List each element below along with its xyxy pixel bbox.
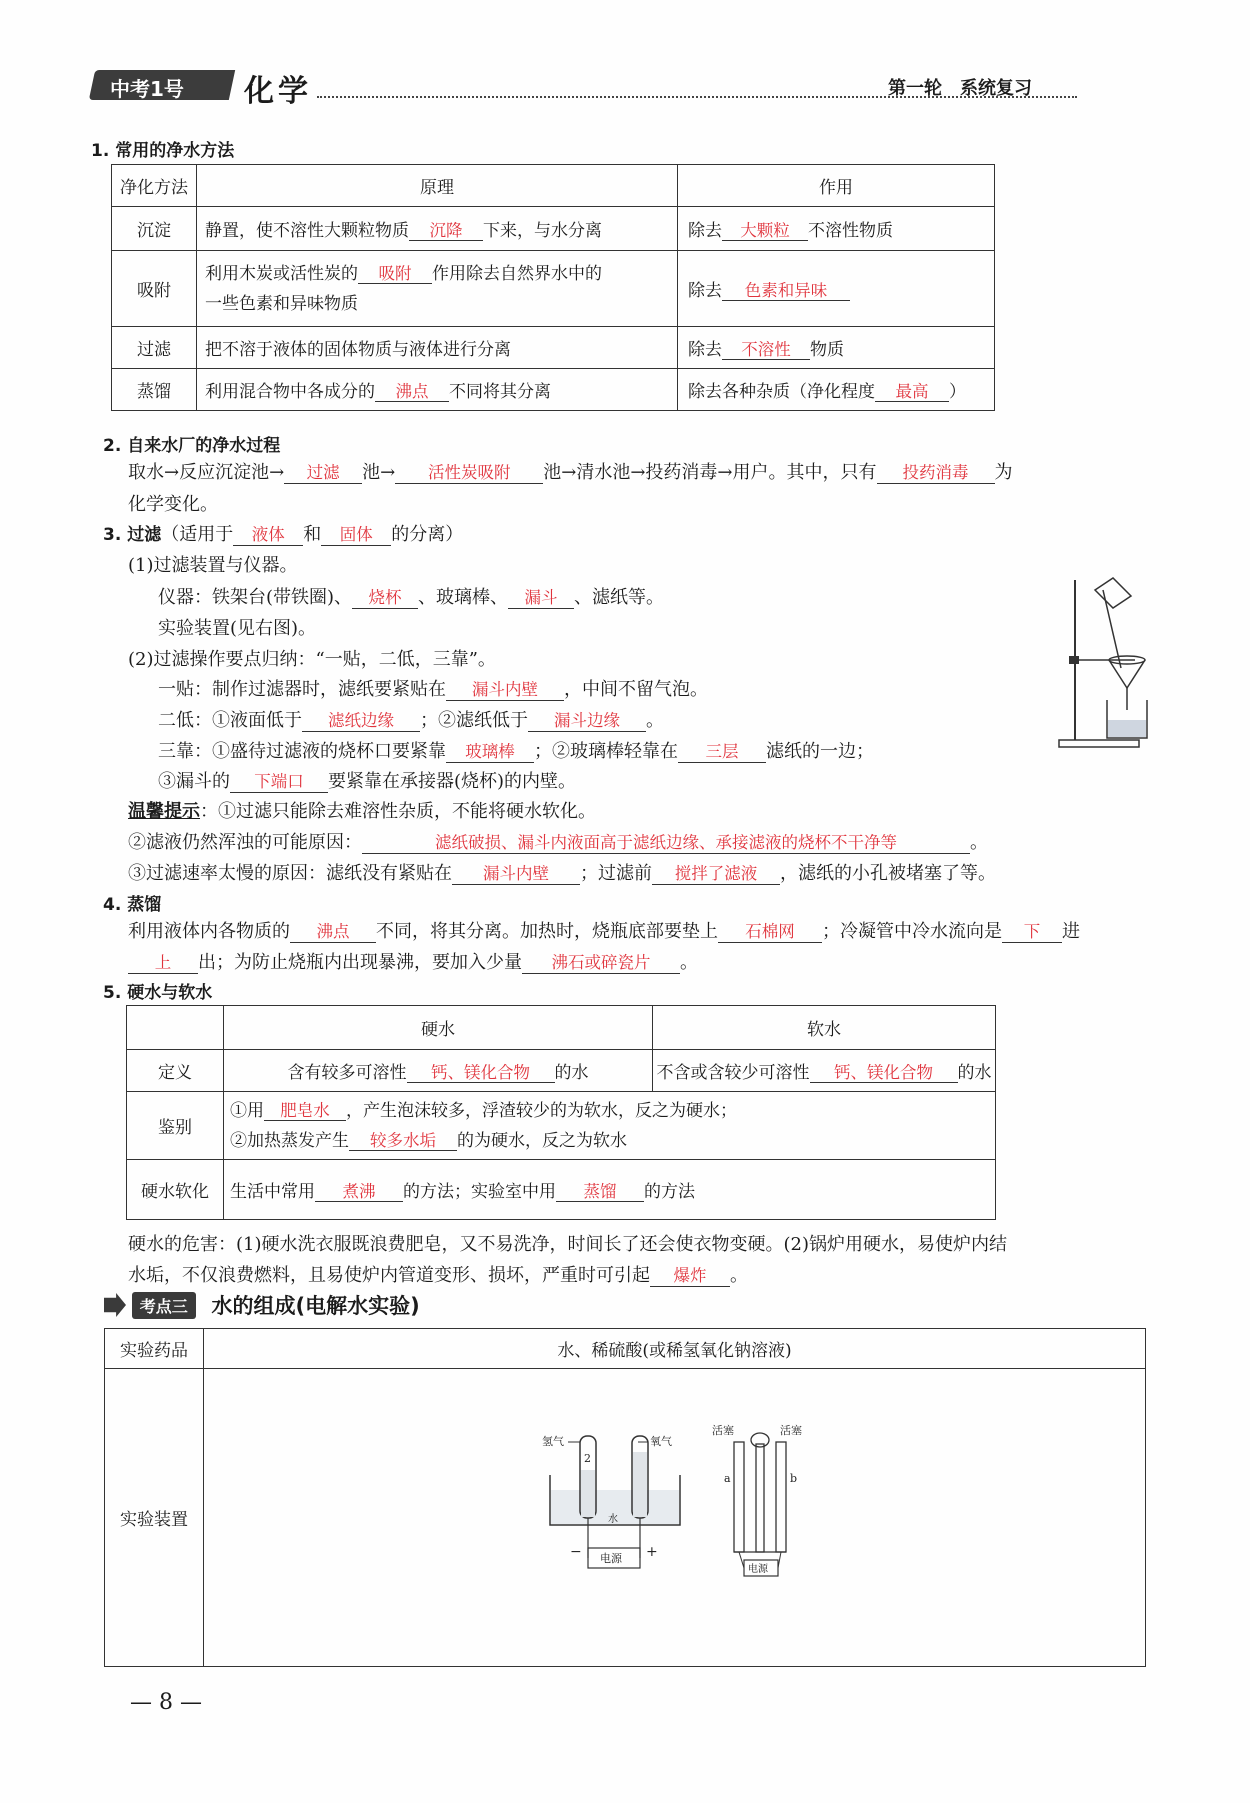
col-soft-water: 软水 [653, 1006, 996, 1050]
answer-blank: 下端口 [230, 773, 328, 793]
effect-cell: 除去各种杂质（净化程度 最高 ） [678, 369, 995, 411]
principle-cell: 利用木炭或活性炭的 吸附 作用除去自然界水中的 一些色素和异味物质 [197, 251, 678, 327]
row-label: 定义 [127, 1050, 224, 1092]
table-row [112, 369, 995, 411]
answer-blank: 最高 [875, 383, 949, 403]
identify-cell: ①用 肥皂水 ，产生泡沫较多，浮渣较少的为软水，反之为硬水； ②加热蒸发产生 较多水垢 的为硬水，反之为软水 [224, 1092, 996, 1160]
table-row [112, 327, 995, 369]
pointer-icon [104, 1293, 126, 1317]
s4-line2: 上 出；为防止烧瓶内出现暴沸，要加入少量 沸石或碎瓷片 。 [128, 948, 698, 974]
answer-blank: 下 [1002, 923, 1062, 943]
knowledge-tag: 考点三 [132, 1292, 196, 1319]
subject-title: 化学 [244, 74, 312, 109]
table-row [127, 1092, 996, 1160]
hoffman-apparatus-figure [712, 1422, 822, 1582]
answer-blank: 玻璃棒 [446, 743, 534, 763]
hard-soft-water-table [126, 1005, 996, 1220]
clamp [1069, 656, 1079, 664]
s3-tip3: ③过滤速率太慢的原因：滤纸没有紧贴在 漏斗内壁 ；过滤前 搅拌了滤液 ，滤纸的小孔被堵塞了等。 [128, 863, 996, 884]
plus-label: + [646, 1544, 658, 1560]
method-cell: 过滤 [112, 327, 197, 369]
answer-blank: 搅拌了滤液 [652, 865, 780, 885]
s3-p1: (1)过滤装置与仪器。 [128, 555, 298, 576]
electrode-b: b [790, 1472, 798, 1485]
table-row [127, 1050, 996, 1092]
method-cell: 沉淀 [112, 207, 197, 251]
def-soft-cell: 不含或含较少可溶性 钙、镁化合物 的水 [653, 1050, 996, 1092]
row-label: 硬水软化 [127, 1160, 224, 1220]
hoffman-tube-center [756, 1444, 764, 1552]
s6-title: 水的组成(电解水实验) [211, 1294, 420, 1318]
s1-title: 1. 常用的净水方法 [91, 141, 235, 161]
answer-blank: 沸点 [290, 923, 376, 943]
hoffman-reservoir [751, 1433, 769, 1447]
answer-blank: 滤纸破损、漏斗内液面高于滤纸边缘、承接滤液的烧杯不干净等 [362, 834, 970, 854]
answer-blank: 煮沸 [315, 1183, 403, 1203]
answer-blank: 钙、镁化合物 [810, 1064, 958, 1084]
hoffman-tube-right [776, 1442, 786, 1552]
answer-blank: 石棉网 [718, 923, 822, 943]
electrolysis-trough-figure [530, 1430, 700, 1580]
table-row [112, 251, 995, 327]
answer-blank: 液体 [233, 526, 303, 546]
principle-cell: 利用混合物中各成分的 沸点 不同将其分离 [197, 369, 678, 411]
corner-cell [127, 1006, 224, 1050]
stand-base [1059, 740, 1139, 747]
answer-blank: 蒸馏 [556, 1183, 644, 1203]
purification-table [111, 164, 995, 411]
hoffman-tube-left [734, 1442, 744, 1552]
answer-blank: 滤纸边缘 [302, 712, 420, 732]
answer-blank: 大颗粒 [722, 222, 808, 242]
answer-blank: 肥皂水 [264, 1102, 346, 1122]
answer-blank: 固体 [321, 526, 391, 546]
s3-instruments: 仪器：铁架台(带铁圈)、 烧杯 、玻璃棒、 漏斗 、滤纸等。 [158, 587, 665, 608]
answer-blank: 沸石或碎瓷片 [522, 954, 680, 974]
answer-blank: 沉降 [409, 222, 483, 242]
electrode-a: a [724, 1472, 731, 1485]
h2-label: 氢气 [542, 1435, 564, 1448]
cock-label-left: 活塞 [712, 1424, 734, 1437]
answer-blank: 上 [128, 954, 198, 974]
s3-erdi: 二低：①液面低于 滤纸边缘 ；②滤纸低于 漏斗边缘 。 [158, 710, 664, 731]
row-label: 实验药品 [105, 1329, 204, 1369]
cock-label-right: 活塞 [780, 1424, 802, 1437]
hoffman-wire-left [739, 1552, 744, 1568]
answer-blank: 较多水垢 [349, 1132, 457, 1152]
filtration-apparatus-figure [1055, 570, 1155, 750]
answer-blank: 沸点 [375, 383, 449, 403]
col-principle: 原理 [197, 165, 678, 207]
answer-blank: 钙、镁化合物 [407, 1064, 555, 1084]
row-label: 鉴别 [127, 1092, 224, 1160]
answer-blank: 投药消毒 [877, 464, 995, 484]
s5-harm1: 硬水的危害：(1)硬水洗衣服既浪费肥皂，又不易洗净，时间长了还会使衣物变硬。(2)锅炉用硬水，易使炉内结 [128, 1234, 1007, 1255]
o2-label: 氧气 [650, 1435, 672, 1448]
col-effect: 作用 [678, 165, 995, 207]
beaker-liquid [1108, 720, 1146, 737]
answer-blank: 活性炭吸附 [395, 464, 543, 484]
answer-blank: 三层 [678, 743, 766, 763]
method-cell: 吸附 [112, 251, 197, 327]
tube-left-water [581, 1470, 595, 1517]
s3-tip2: ②滤液仍然浑浊的可能原因： 滤纸破损、漏斗内液面高于滤纸边缘、承接滤液的烧杯不干净等 。 [128, 832, 988, 853]
answer-blank: 吸附 [358, 265, 432, 285]
brand-text: 中考1号 [110, 77, 184, 101]
softening-cell: 生活中常用 煮沸 的方法；实验室中用 蒸馏 的方法 [224, 1160, 996, 1220]
s5-title: 5. 硬水与软水 [103, 983, 213, 1003]
page-number: — 8 — [130, 1690, 202, 1715]
col-hard-water: 硬水 [224, 1006, 653, 1050]
answer-blank: 漏斗 [508, 589, 574, 609]
answer-blank: 不溶性 [722, 341, 810, 361]
s3-yitie: 一贴：制作过滤器时，滤纸要紧贴在 漏斗内壁 ，中间不留气泡。 [158, 679, 708, 700]
header [92, 66, 1142, 109]
s6-header [104, 1290, 420, 1322]
s3-p2: (2)过滤操作要点归纳：“一贴，二低，三靠”。 [128, 649, 496, 670]
s2-line2: 化学变化。 [128, 494, 218, 515]
power-label: 电源 [600, 1552, 622, 1565]
s3-tip1: 温馨提示：①过滤只能除去难溶性杂质，不能将硬水软化。 [128, 801, 596, 822]
answer-blank: 色素和异味 [722, 282, 850, 302]
answer-blank: 烧杯 [352, 589, 418, 609]
effect-cell: 除去 色素和异味 [678, 251, 995, 327]
col-method: 净化方法 [112, 165, 197, 207]
principle-cell: 把不溶于液体的固体物质与液体进行分离 [197, 327, 678, 369]
s4-title: 4. 蒸馏 [103, 895, 162, 915]
effect-cell: 除去 不溶性 物质 [678, 327, 995, 369]
s4-line1: 利用液体内各物质的 沸点 不同，将其分离。加热时，烧瓶底部要垫上 石棉网 ；冷凝管中冷水流向是 下 进 [128, 921, 1080, 942]
effect-cell: 除去 大颗粒 不溶性物质 [678, 207, 995, 251]
water-label: 水 [608, 1514, 618, 1525]
reagent-cell: 水、稀硫酸(或稀氢氧化钠溶液) [204, 1329, 1146, 1369]
s2-line1: 取水→反应沉淀池→ 过滤 池→ 活性炭吸附 池→清水池→投药消毒→用户。其中，只有 投药消毒 为 [128, 462, 1013, 483]
s3-device: 实验装置(见右图)。 [158, 618, 317, 639]
pouring-beaker [1095, 578, 1131, 608]
hoffman-power-label: 电源 [748, 1564, 768, 1575]
s3-sankao3: ③漏斗的 下端口 要紧靠在承接器(烧杯)的内壁。 [158, 771, 577, 792]
table-row [127, 1160, 996, 1220]
s2-title: 2. 自来水厂的净水过程 [103, 436, 281, 456]
minus-label: − [570, 1544, 582, 1560]
section-label: 第一轮 系统复习 [888, 78, 1032, 99]
s3-sankao: 三靠：①盛待过滤液的烧杯口要紧靠 玻璃棒 ；②玻璃棒轻靠在 三层 滤纸的一边； [158, 741, 874, 762]
answer-blank: 漏斗内壁 [446, 681, 564, 701]
table-row [112, 207, 995, 251]
def-hard-cell: 含有较多可溶性 钙、镁化合物 的水 [224, 1050, 653, 1092]
method-cell: 蒸馏 [112, 369, 197, 411]
answer-blank: 漏斗内壁 [452, 865, 580, 885]
s5-harm2: 水垢，不仅浪费燃料，且易使炉内管道变形、损坏，严重时可引起 爆炸 。 [128, 1265, 748, 1286]
s3-title-line: 3. 过滤（适用于 液体 和 固体 的分离） [103, 524, 464, 545]
row-label: 实验装置 [105, 1369, 204, 1667]
answer-blank: 过滤 [284, 464, 362, 484]
tube-number: 2 [584, 1452, 591, 1465]
answer-blank: 爆炸 [650, 1267, 730, 1287]
principle-cell: 静置，使不溶性大颗粒物质 沉降 下来，与水分离 [197, 207, 678, 251]
tube-right-water [633, 1452, 647, 1517]
answer-blank: 漏斗边缘 [528, 712, 646, 732]
